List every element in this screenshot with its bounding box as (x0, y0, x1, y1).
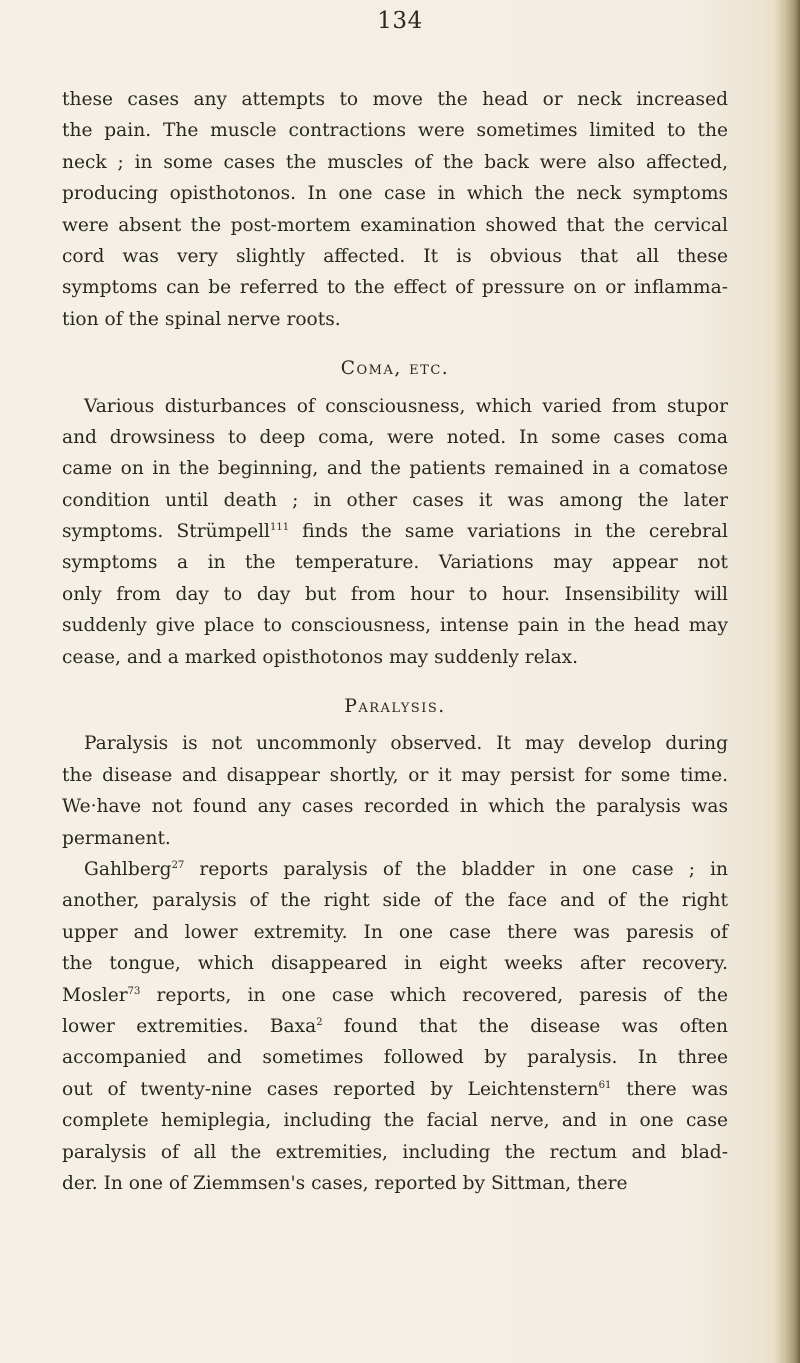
text-line: der. In one of Ziemmsen's cases, reported by Sittman, there (62, 1172, 628, 1194)
text-line: the pain. The muscle contractions were sometimes limited to the (62, 120, 728, 142)
text-line: symptoms can be referred to the effect of pressure on or inflamma- (62, 277, 728, 299)
section-heading-paralysis: Paralysis. (344, 696, 446, 718)
text-line: paralysis of all the extremities, including the rectum and blad- (62, 1141, 728, 1163)
text-line: tion of the spinal nerve roots. (62, 308, 341, 330)
footnote-ref: 111 (270, 522, 290, 534)
text-line: the disease and disappear shortly, or it may persist for some time. (62, 764, 728, 786)
text-line: symptoms a in the temperature. Variations may appear not (62, 552, 728, 574)
page-number: 134 (377, 8, 423, 34)
text-line: suddenly give place to consciousness, intense pain in the head may (62, 615, 728, 637)
text-line: Paralysis is not uncommonly observed. It may develop during (84, 733, 728, 755)
text-line: lower extremities. Baxa$^2$ found that the disease was often (62, 1015, 728, 1037)
text-line: complete hemiplegia, including the facial nerve, and in one case (62, 1110, 728, 1132)
text-line: neck ; in some cases the muscles of the back were also affected, (62, 151, 728, 173)
text-line: accompanied and sometimes followed by paralysis. In three (62, 1047, 728, 1069)
text-line: out of twenty-nine cases reported by Leichtenstern$^{61}$ there was (62, 1078, 728, 1100)
section-heading-coma: Coma, etc. (340, 358, 450, 380)
text-line: upper and lower extremity. In one case there was paresis of (62, 921, 728, 943)
footnote-ref: 27 (171, 859, 185, 871)
page-body (62, 84, 728, 1199)
text-line: another, paralysis of the right side of the face and of the right (62, 890, 728, 912)
text-line: only from day to day but from hour to hour. Insensibility will (62, 583, 728, 605)
text-line: came on in the beginning, and the patients remained in a comatose (62, 458, 728, 480)
text-line: Gahlberg$^{27}$ reports paralysis of the bladder in one case ; in (84, 858, 728, 880)
text-line: producing opisthotonos. In one case in which the neck symptoms (62, 183, 728, 205)
text-line: Various disturbances of consciousness, which varied from stupor (84, 395, 728, 417)
footnote-ref: 61 (598, 1079, 612, 1091)
text-line: Mosler$^{73}$ reports, in one case which recovered, paresis of the (62, 984, 728, 1006)
text-line: condition until death ; in other cases it was among the later (62, 489, 728, 511)
text-line: symptoms. Strümpell$^{111}$ finds the same variations in the cerebral (62, 521, 728, 543)
text-line: We·have not found any cases recorded in which the paralysis was (62, 796, 728, 818)
page-edge-shadow (774, 0, 800, 1363)
paragraph-paralysis-intro (62, 728, 728, 854)
text-line: were absent the post-mortem examination showed that the cervical (62, 214, 728, 236)
text-line: and drowsiness to deep coma, were noted. In some cases coma (62, 426, 728, 448)
paragraph-neck-symptoms (62, 84, 728, 335)
text-line: cease, and a marked opisthotonos may suddenly relax. (62, 646, 579, 668)
footnote-ref: 73 (127, 985, 141, 997)
text-line: the tongue, which disappeared in eight weeks after recovery. (62, 953, 728, 975)
text-line: these cases any attempts to move the head or neck increased (62, 89, 728, 110)
paragraph-paralysis-reports (62, 854, 728, 1199)
text-line: permanent. (62, 827, 171, 849)
paragraph-coma (62, 391, 728, 674)
footnote-ref: 2 (316, 1016, 323, 1028)
text-line: cord was very slightly affected. It is obvious that all these (62, 245, 728, 267)
